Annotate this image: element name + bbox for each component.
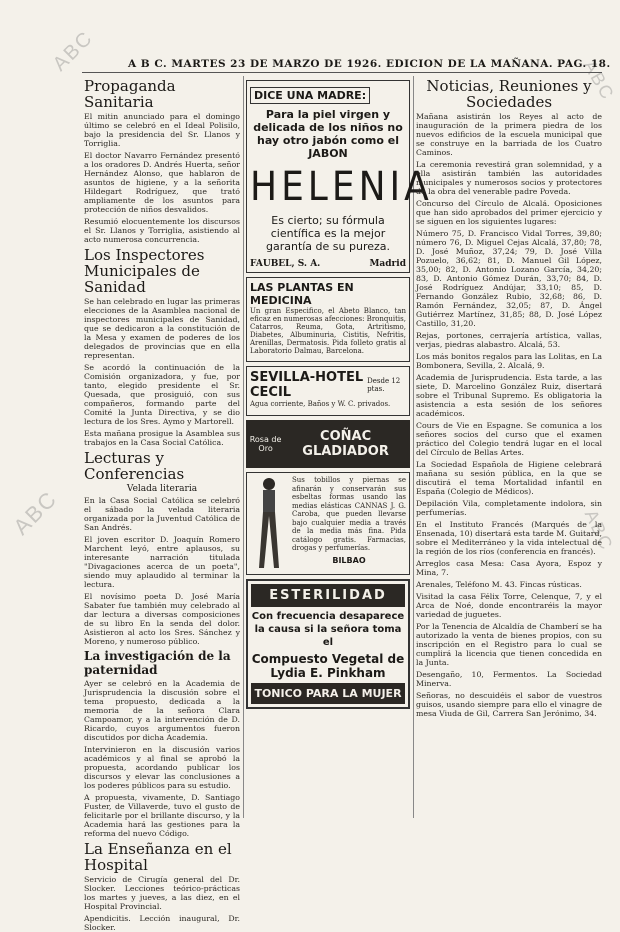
paragraph: El joven escritor D. Joaquín Romero Marchent leyó, entre aplausos, su interesante narración titulada "Divagaciones acerca de un poeta", siendo muy aplaudido al terminar la lectura. [84,535,240,589]
ad-headline: SEVILLA-HOTEL CECIL [250,370,364,400]
ad-pinkham [246,579,410,709]
ad-text: Con frecuencia desaparece la causa si la señora toma el [251,611,405,648]
ad-brand: Compuesto Vegetal de Lydia E. Pinkham [251,652,405,680]
ad-label: Rosa de Oro [249,435,282,453]
ad-text: Para la piel virgen y delicada de los niños no hay otro jabón como el JABON [253,108,403,160]
paragraph: Arenales, Teléfono M. 43. Fincas rústicas. [416,580,582,589]
paragraph: A propuesta, vivamente, D. Santiago Fuster, de Villaverde, tuvo el gusto de felicitarle por el brillante discurso, y la Academia hará las gestiones para la reforma del nuevo Código. [84,793,240,838]
paragraph: Desengaño, 10, Fermentos. La Sociedad Minerva. [416,670,602,688]
ad-headline: DICE UNA MADRE: [250,87,370,104]
paragraph: Depilación Vila, completamente indolora, sin perfumerías. [416,499,602,517]
ad-text: Un gran Especifico, el Abeto Blanco, tan eficaz en numerosas afecciones: Bronquitis, Catarros, Reuma, Gota, Artritismo, Diabetes, Albuminuria, Cistitis, Nefritis, Arenillas, Dermatosis. Pida folleto gratis al Laboratorio Dalmau, Barcelona. [250,307,406,355]
header-rule [82,72,602,73]
ad-brand: COÑAC GLADIADOR [302,429,389,459]
page-header: A B C. MARTES 23 DE MARZO DE 1926. EDICION DE LA MAÑANA. PAG. 18. [128,58,611,70]
section-title: Noticias, Reuniones y Sociedades [426,77,592,111]
ad-medias [246,472,410,575]
ad-city: BILBAO [332,555,366,565]
ad-company: FAUBEL, S. A. [250,259,321,269]
paragraph: El mitin anunciado para el domingo último se celebró en el Ideal Polisilo, bajo la presidencia del Sr. Llanos y Torriglia. [84,112,240,148]
legs-illustration [250,476,288,571]
section-title: La investigación de la paternidad [84,649,231,677]
paragraph: Arreglos casa Mesa: Casa Ayora, Espoz y Mina, 7. [416,559,602,577]
watermark: ABC [8,485,63,540]
paragraph: Academia de Jurisprudencia. Esta tarde, a las siete, D. Marcelino González Ruiz, disertará sobre el Tribunal Supremo. Es obligatoria la asistencia a esta sesión de los señores académicos. [416,373,602,418]
paragraph: Visitad la casa Félix Torre, Celenque, 7, y el Arca de Noé, donde encontraréis la mayor variedad de juguetes. [416,592,602,619]
paragraph: En el Instituto Francés (Marqués de la Ensenada, 10) disertará esta tarde M. Guitard, sobre el Mediterráneo y la vida intelectual de la región de los ríos (conferencia en francés). [416,520,602,556]
paragraph: Esta mañana prosigue la Asamblea sus trabajos en la Casa Social Católica. [84,429,240,447]
ad-coñac [246,420,410,468]
ad-headline: LAS PLANTAS EN MEDICINA [250,281,354,307]
paragraph: Mañana asistirán los Reyes al acto de inauguración de la primera piedra de los nuevos edificios de la escuela municipal que se construye en la barriada de los Cuatro Caminos. [416,112,602,157]
section-title: Lecturas y Conferencias [84,449,185,483]
ad-hotel [246,366,410,416]
paragraph: Número 75, D. Francisco Vidal Torres, 39,80; número 76, D. Miguel Cejas Alcalá, 37,80; 78, D. José Muñoz, 37,24; 79, D. José Villa Pozuelo, 36,62; 81, D. Manuel Gil López, 35,00; 82, D. Antonio Lozano García, 34,20; 83, D. Antonio Gómez Durán, 33,70; 84, D. José Rodríguez Andújar, 33,10; 85, D. Fernando González Rubio, 32,68; 86, D. Ramón Fernández, 32,05; 87, D. Ángel Gutiérrez Martínez, 31,85; 88, D. José López Castillo, 31,20. [416,229,602,328]
ad-brand: HELENIA [250,164,433,210]
paragraph: La ceremonia revestirá gran solemnidad, y a ella asistirán también las autoridades municipales y numerosos socios y protectores de la obra del venerable padre Poveda. [416,160,602,196]
ad-city: Madrid [369,259,406,269]
section-title: La Enseñanza en el Hospital [84,840,232,874]
watermark: ABC [48,26,98,76]
paragraph: Se acordó la continuación de la Comisión organizadora, y fue, por tanto, elegido presidente el Sr. Quesada, que prosiguió, con sus compañeros, formando parte del Comité la Junta Directiva, y se dio lectura de los Sres. Aymo y Martorell. [84,363,240,426]
section-title: Los Inspectores Municipales de Sanidad [84,246,205,296]
watermark: ABC [579,56,619,104]
paragraph: En la Casa Social Católica se celebró el sábado la velada literaria organizada por la Juventud Católica de San Andrés. [84,496,240,532]
paragraph: Cours de Vie en Espagne. Se comunica a los señores socios del curso que el examen práctico del Colegio tendrá lugar en el local del Círculo de Bellas Artes. [416,421,602,457]
paragraph: Rejas, portones, cerrajería artística, vallas, verjas, piedras alabastro. Alcalá, 53. [416,331,602,349]
ad-helenia [246,80,433,273]
paragraph: Apendicitis. Lección inaugural, Dr. Slocker. [84,914,240,932]
column-left [84,76,240,932]
watermark: ABC [580,506,618,555]
ad-text: Es cierto; su fórmula científica es la mejor garantía de su pureza. [265,214,391,253]
paragraph: El doctor Navarro Fernández presentó a los oradores D. Andrés Huerta, señor Hernández Alonso, que hablaron de asuntos de higiene, y a la señorita Hildegart Rodríguez, que trató ampliamente de los asuntos para protección de niños desvalidos. [84,151,240,214]
paragraph: La Sociedad Española de Higiene celebrará mañana su sesión pública, en la que se discutirá el tema Mortalidad infantil en España (Colegio de Médicos). [416,460,602,496]
column-center [246,76,433,818]
ad-footer: TONICO PARA LA MUJER [251,683,405,704]
paragraph: Servicio de Cirugía general del Dr. Slocker. Lecciones teórico-prácticas los martes y jueves, a las diez, en el Hospital Provincial. [84,875,240,911]
paragraph: Resumió elocuentemente los discursos el Sr. Llanos y Torriglia, asistiendo al acto numerosa concurrencia. [84,217,240,244]
column-divider [243,76,244,818]
ad-price: Desde 12 ptas. [367,377,401,393]
paragraph: Los más bonitos regalos para las Lolitas, en La Bombonera, Sevilla, 2. Alcalá, 9. [416,352,602,370]
ad-text: Sus tobillos y piernas se afinarán y conservarán sus esbeltas formas usando las medias elásticas CANNAS J. G. Caroba, que pueden llevarse bajo cualquier media a través de la media más fina. Pida catálogo gratis. Farmacias, drogas y perfumerías. [292,476,406,552]
section-title: Propaganda Sanitaria [84,77,176,111]
paragraph: Concurso del Círculo de Alcalá. Oposiciones que han sido aprobados del primer ejercicio y se siguen en los siguientes lugares: [416,199,602,226]
column-right [416,76,602,818]
paragraph: Se han celebrado en lugar las primeras elecciones de la Asamblea nacional de inspectores municipales de Sanidad, que se dedicaron a la constitución de la Mesa y examen de poderes de los delegados de provincias que en ella representan. [84,297,240,360]
paragraph: Ayer se celebró en la Academia de Jurisprudencia la discusión sobre el tema propuesto, dedicada a la memoria de la señora Clara Campoamor, y a la intervención de D. Ricardo, cuyos argumentos fueron discutidos por dicha Academia. [84,679,240,742]
paragraph: Señoras, no descuidéis el sabor de vuestros guisos, usando siempre para ello el vinagre de mesa Viuda de Gil, Carrera San Jerónimo, 34. [416,691,602,718]
paragraph: Por la Tenencia de Alcaldía de Chamberí se ha autorizado la venta de bienes propios, con su inscripción en el Registro para lo cual se cumplirá la licencia que tienen concedida en la Junta. [416,622,602,667]
paragraph: Intervinieron en la discusión varios académicos y al final se aprobó la propuesta, acordando publicar los discursos y elevar las conclusiones a los poderes públicos para su estudio. [84,745,240,790]
ad-text: Agua corriente, Baños y W. C. privados. [250,400,391,408]
ad-headline: ESTERILIDAD [251,584,405,607]
subsection-title: Velada literaria [126,484,198,494]
paragraph: El novísimo poeta D. José María Sabater fue también muy celebrado al dar lectura a diversas composiciones de su libro En la senda del dolor. Asistieron al acto los Sres. Sánchez y Moreno, y numeroso público. [84,592,240,646]
ad-plantas [246,277,410,362]
